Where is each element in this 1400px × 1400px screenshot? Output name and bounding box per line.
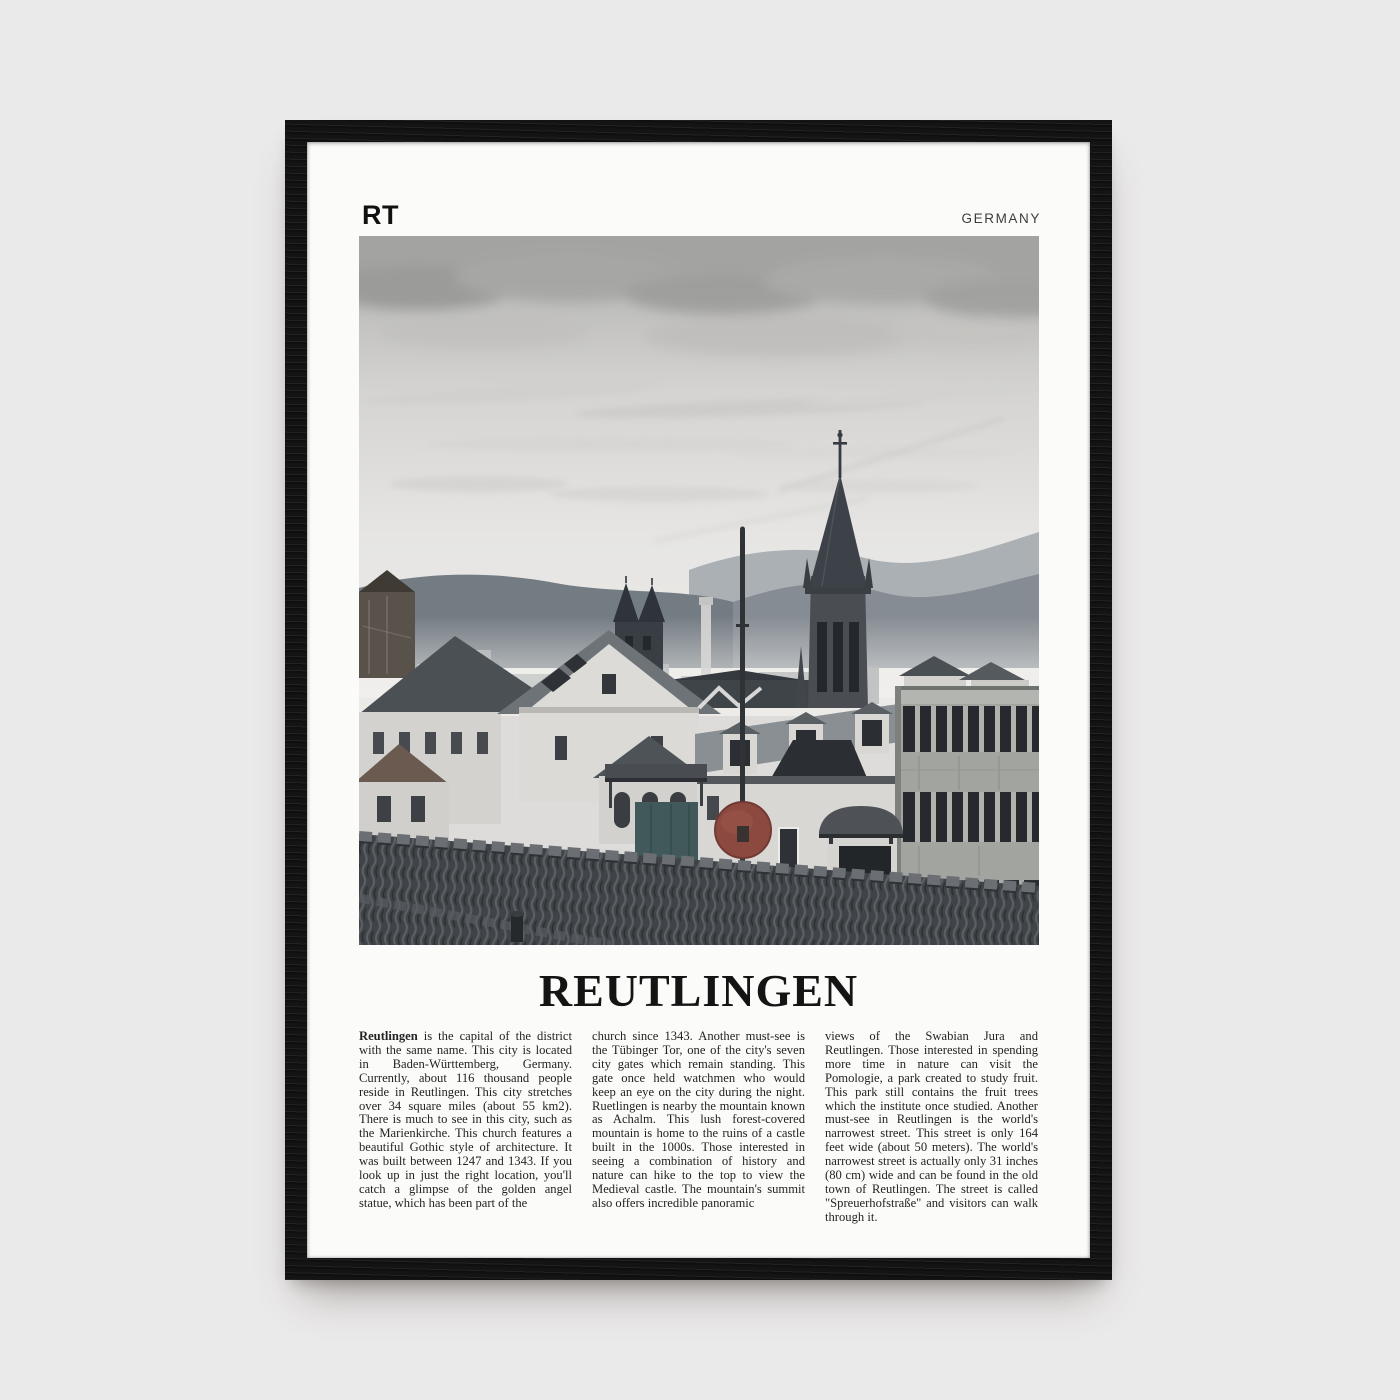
poster-logo: RT xyxy=(362,200,399,230)
lead-word: Reutlingen xyxy=(359,1029,418,1043)
article-column-2: church since 1343. Another must-see is the Tübinger Tor, one of the city's seven city gates which remain standing. This gate once held watchmen who would keep an eye on the city during the night. Ruetlingen is nearby the mountain known as Achalm. This lush forest-covered mountain is home to the ruins of a castle built in the 1000s. Those interested in seeing a combination of history and nature can hike to the top to view the Medieval castle. The mountain's summit also offers incredible panoramic xyxy=(592,1029,805,1210)
poster-mat xyxy=(307,142,1090,1258)
satellite-dish xyxy=(715,802,771,858)
city-photo xyxy=(359,236,1039,945)
article-column-3: views of the Swabian Jura and Reutlingen. Those interested in spending more time in nature can visit the Pomologie, a park created to study fruit. This park still contains the fruit trees which the institute once studied. Another must-see in Reutlingen is the world's narrowest street. This street is only 164 feet wide (about 50 meters). The world's narrowest street is actually only 31 inches (80 cm) wide and can be found in the old town of Reutlingen. The street is called "Spreuerhofstraße" and visitors can walk through it. xyxy=(825,1029,1038,1224)
article-column-1 xyxy=(359,1030,572,1225)
page-title: REUTLINGEN xyxy=(538,965,859,1016)
article-body xyxy=(359,1030,1039,1225)
poster-frame xyxy=(285,120,1112,1280)
country-label: GERMANY xyxy=(961,211,1041,226)
column-1-text: is the capital of the district with the same name. This city is located in Baden-Württemberg, Germany. Currently, about 116 thousand people reside in Reutlingen. This city stretches over 34 square miles (about 55 km2). There is much to see in this city, such as the Marienkirche. This church features a beautiful Gothic style of architecture. It was built between 1247 and 1343. If you look up in just the right location, you'll catch a glimpse of the golden angel statue, which has been part of the xyxy=(359,1029,572,1210)
